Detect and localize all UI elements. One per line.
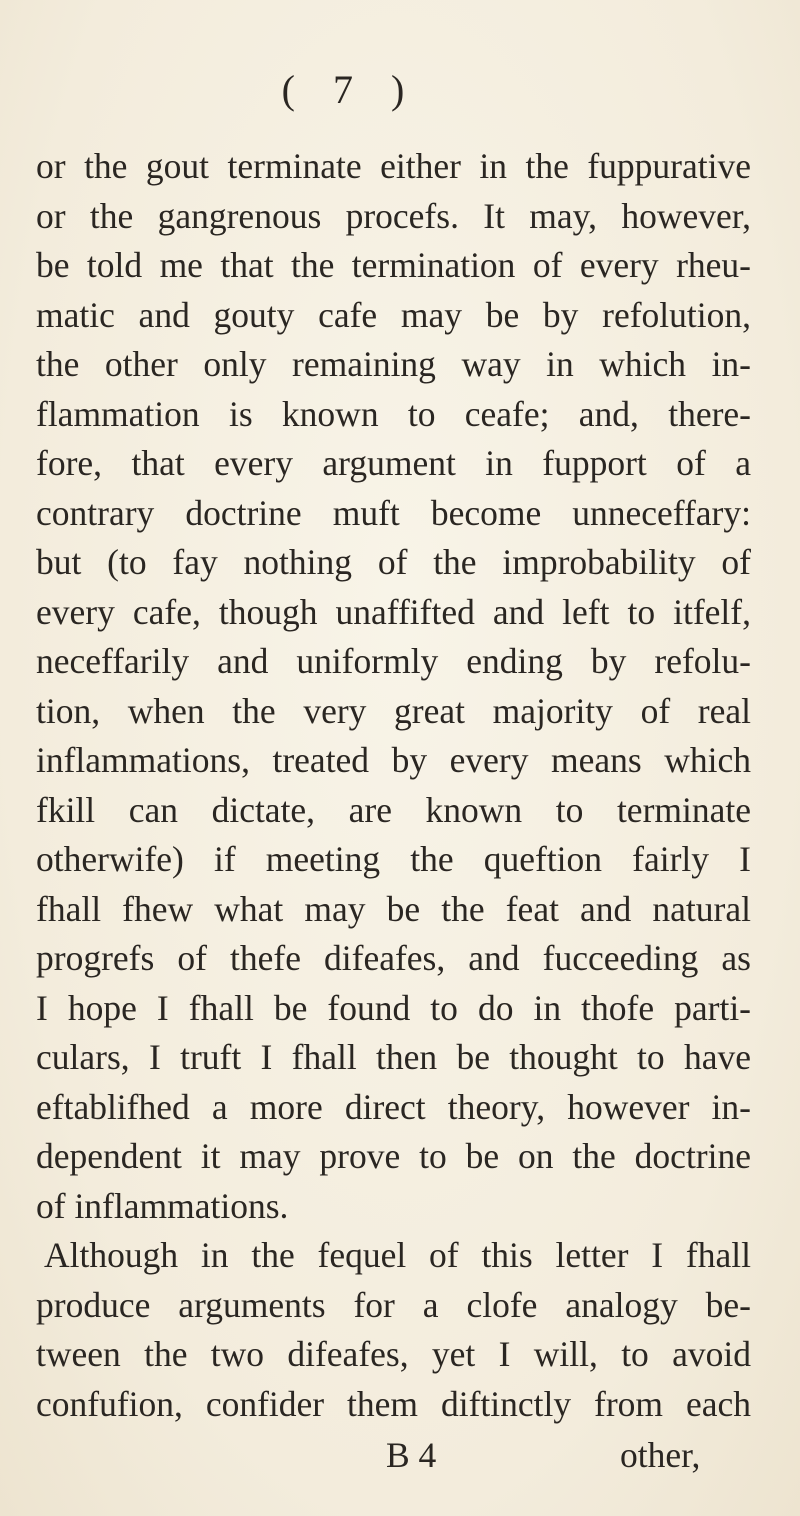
text-line: dependent it may prove to be on the doctrine [36, 1136, 751, 1176]
text-line: the other only remaining way in which in- [36, 344, 751, 384]
text-line: I hope I fhall be found to do in thofe parti- [36, 987, 751, 1028]
signature-mark: B 4 [386, 1435, 437, 1475]
text-line: inflammations, treated by every means which [36, 740, 751, 780]
text-line: tion, when the very great majority of real [36, 690, 751, 731]
body-text [36, 142, 751, 1429]
text-line: fore, that every argument in fupport of a [36, 443, 751, 483]
text-line: otherwife) if meeting the queftion fairly I [36, 839, 751, 879]
text-line: Although in the fequel of this letter I fhall [44, 1235, 751, 1275]
text-line: be told me that the termination of every rheu- [36, 245, 751, 285]
text-line: of inflammations. [36, 1185, 289, 1226]
text-line: every cafe, though unaffifted and left to itfelf, [36, 591, 751, 632]
page-footer [0, 1434, 800, 1484]
text-line: fkill can dictate, are known to terminate [36, 789, 751, 830]
text-line: eftablifhed a more direct theory, however in- [36, 1086, 751, 1127]
page-number: ( 7 ) [281, 67, 419, 112]
text-line: contrary doctrine muft become unneceffary: [36, 492, 751, 533]
text-line: neceffarily and uniformly ending by refolu- [36, 641, 751, 681]
text-line: confufion, confider them diftinctly from each [36, 1383, 751, 1424]
text-line: flammation is known to ceafe; and, there- [36, 393, 751, 434]
text-line: tween the two difeafes, yet I will, to avoid [36, 1334, 751, 1374]
text-line: fhall fhew what may be the feat and natural [36, 888, 751, 929]
text-line: but (to fay nothing of the improbability of [36, 542, 751, 582]
catchword: other, [620, 1435, 701, 1475]
text-line: or the gangrenous procefs. It may, however, [36, 195, 751, 236]
text-line: progrefs of thefe difeafes, and fucceeding as [36, 938, 751, 978]
text-line: or the gout terminate either in the fuppurative [36, 146, 751, 186]
text-line: produce arguments for a clofe analogy be- [36, 1284, 751, 1325]
text-line: culars, I truft I fhall then be thought to have [36, 1037, 751, 1077]
text-line: matic and gouty cafe may be by refolution, [36, 294, 751, 335]
